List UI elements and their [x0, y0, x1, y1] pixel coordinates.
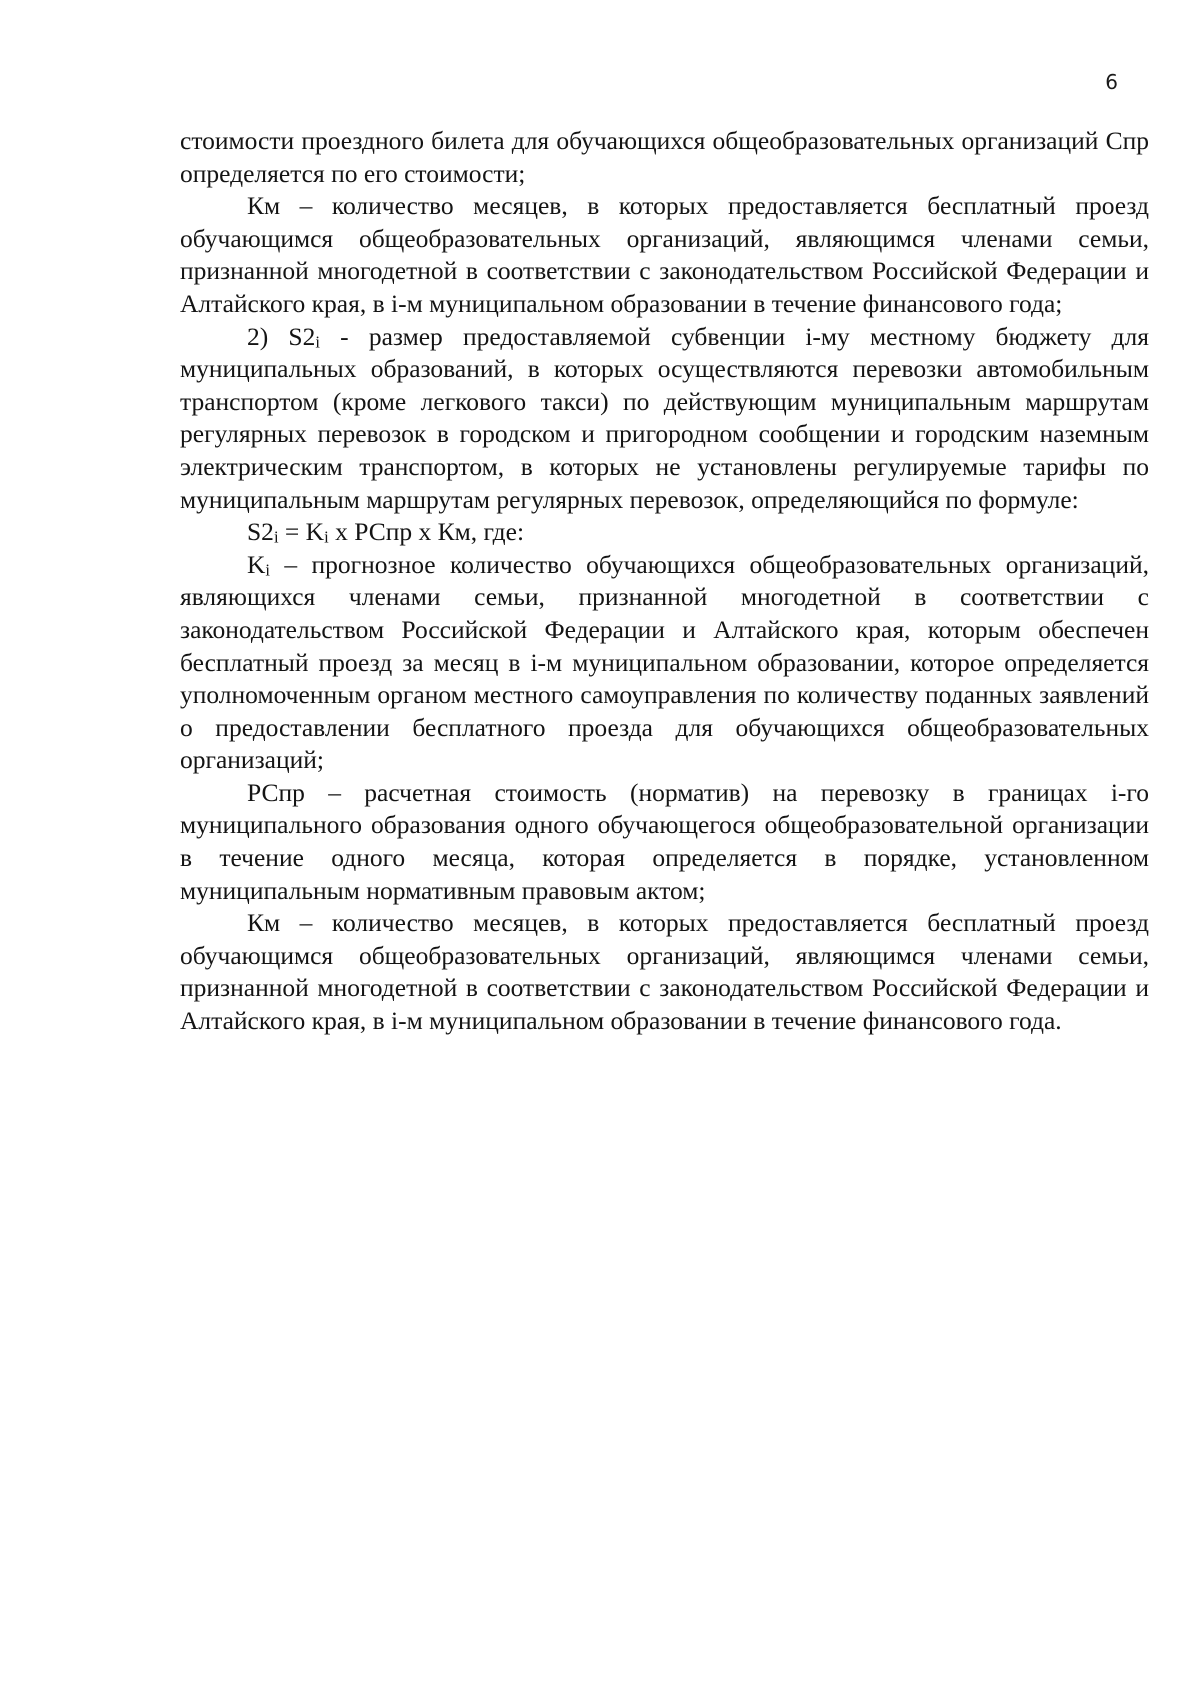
formula-rest: x РСпр х Км, где:	[328, 517, 525, 547]
paragraph-rspr-definition: РСпр – расчетная стоимость (норматив) на перевозку в границах i-го муниципального образования одного обучающегося общеобразовательной организации в течение одного месяца, которая определяется в порядке, установленном муниципальным нормативным правовым актом;	[180, 777, 1149, 905]
paragraph-spr-continuation: стоимости проездного билета для обучающихся общеобразовательных организаций Спр определяется по его стоимости;	[180, 126, 1149, 188]
paragraph-km-definition-repeat: Км – количество месяцев, в которых предоставляется бесплатный проезд обучающимся общеобразовательных организаций, являющимся членами семьи, признанной многодетной в соответствии с законодательством Российской Федерации и Алтайского края, в i-м муниципальном образовании в течение финансового года.	[180, 908, 1149, 1036]
paragraph-km-definition: Км – количество месяцев, в которых предоставляется бесплатный проезд обучающимся общеобразовательных организаций, являющимся членами семьи, признанной многодетной в соответствии с законодательством Российской Федерации и Алтайского края, в i-м муниципальном образовании в течение финансового года;	[180, 191, 1149, 318]
s2-subscript: i	[315, 332, 320, 352]
s2-label: 2) S2	[247, 321, 316, 351]
formula-k-subscript: i	[324, 527, 329, 547]
formula-lhs: S2	[247, 517, 274, 547]
ki-label: K	[247, 549, 266, 579]
s2-text: - размер предоставляемой субвенции i-му местному бюджету для муниципальных образований, в которых осуществляются перевозки автомобильным транспортом (кроме легкового такси) по действующим муниципальным маршрутам регулярных перевозок в городском и пригородном сообщении и городским наземным электрическим транспортом, в которых не установлены регулируемые тарифы по муниципальным маршрутам регулярных перевозок, определяющийся по формуле:	[180, 321, 1149, 514]
formula-k: = K	[278, 517, 325, 547]
formula-lhs-subscript: i	[273, 527, 279, 547]
page-number: 6	[1105, 70, 1118, 94]
ki-text: – прогнозное количество обучающихся общеобразовательных организаций, являющихся членами семьи, признанной многодетной в соответствии с законодательством Российской Федерации и Алтайского края, которым обеспечен бесплатный проезд за месяц в i-м муниципальном образовании, которое определяется уполномоченным органом местного самоуправления по количеству поданных заявлений о предоставлении бесплатного проезда для обучающихся общеобразовательных организаций;	[180, 549, 1149, 775]
paragraph-ki-definition	[180, 549, 1149, 777]
document-body	[180, 125, 1149, 1038]
ki-subscript: i	[265, 560, 271, 580]
formula-line	[180, 516, 1149, 549]
paragraph-s2-definition	[180, 321, 1149, 517]
